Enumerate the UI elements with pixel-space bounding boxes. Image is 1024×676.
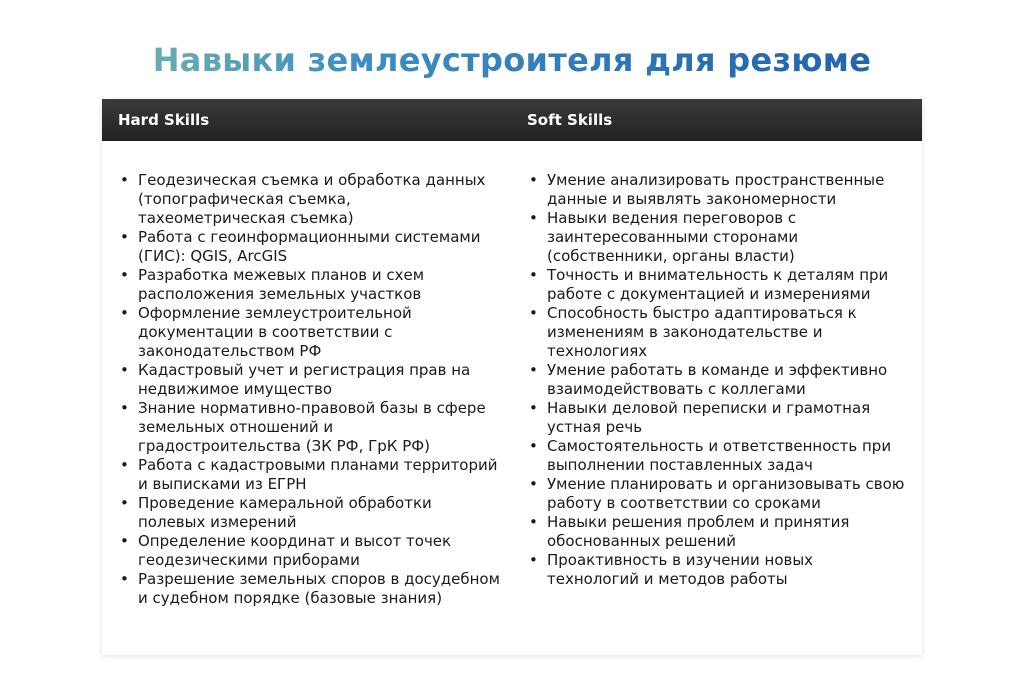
soft-skill-item: [529, 266, 909, 304]
bullet-icon: •: [120, 494, 129, 512]
bullet-icon: •: [120, 304, 129, 322]
hard-skill-item: [120, 570, 500, 608]
soft-skill-item: [529, 513, 909, 551]
hard-skill-item: [120, 494, 500, 532]
soft-skill-item-text: Самостоятельность и ответственность при выполнении поставленных задач: [547, 437, 892, 474]
soft-skill-item: [529, 437, 909, 475]
hard-skill-item-text: Геодезическая съемка и обработка данных (топографическая съемка, тахеометрическая съемка): [138, 171, 486, 227]
soft-skill-item-text: Навыки деловой переписки и грамотная устная речь: [547, 399, 871, 436]
hard-skill-item: [120, 532, 500, 570]
hard-skill-item: [120, 304, 500, 361]
hard-skill-item: [120, 361, 500, 399]
bullet-icon: •: [529, 266, 538, 284]
soft-skill-item-text: Навыки ведения переговоров с заинтересованными сторонами (собственники, органы власти): [547, 209, 799, 265]
hard-skill-item-text: Оформление землеустроительной документации в соответствии с законодательством РФ: [138, 304, 412, 360]
bullet-icon: •: [120, 399, 129, 417]
hard-skill-item-text: Разработка межевых планов и схем расположения земельных участков: [138, 266, 425, 303]
bullet-icon: •: [529, 551, 538, 569]
bullet-icon: •: [120, 228, 129, 246]
soft-skill-item: [529, 399, 909, 437]
hard-skill-item-text: Определение координат и высот точек геодезическими приборами: [138, 532, 452, 569]
soft-skill-item-text: Умение анализировать пространственные данные и выявлять закономерности: [547, 171, 885, 208]
soft-skill-item: [529, 304, 909, 361]
bullet-icon: •: [120, 456, 129, 474]
header-hard-skills: Hard Skills: [118, 111, 210, 129]
soft-skill-item: [529, 209, 909, 266]
bullet-icon: •: [529, 171, 538, 189]
soft-skills-list: [529, 171, 909, 589]
table-header: [102, 99, 922, 141]
bullet-icon: •: [120, 171, 129, 189]
soft-skill-item: [529, 171, 909, 209]
soft-skill-item-text: Проактивность в изучении новых технологий и методов работы: [547, 551, 814, 588]
bullet-icon: •: [529, 475, 538, 493]
soft-skill-item-text: Способность быстро адаптироваться к изменениям в законодательстве и технологиях: [547, 304, 857, 360]
bullet-icon: •: [529, 361, 538, 379]
header-soft-skills: Soft Skills: [527, 111, 613, 129]
hard-skill-item-text: Проведение камеральной обработки полевых измерений: [138, 494, 432, 531]
bullet-icon: •: [120, 266, 129, 284]
hard-skills-column: [120, 171, 500, 608]
soft-skill-item-text: Умение работать в команде и эффективно взаимодействовать с коллегами: [547, 361, 888, 398]
bullet-icon: •: [529, 513, 538, 531]
bullet-icon: •: [529, 437, 538, 455]
soft-skills-column: [529, 171, 909, 589]
bullet-icon: •: [120, 570, 129, 588]
bullet-icon: •: [529, 304, 538, 322]
soft-skill-item-text: Точность и внимательность к деталям при работе с документацией и измерениями: [547, 266, 889, 303]
soft-skill-item: [529, 551, 909, 589]
hard-skills-list: [120, 171, 500, 608]
hard-skill-item-text: Разрешение земельных споров в досудебном и судебном порядке (базовые знания): [138, 570, 500, 607]
soft-skill-item: [529, 475, 909, 513]
skills-table: [102, 99, 922, 655]
bullet-icon: •: [529, 209, 538, 227]
hard-skill-item: [120, 266, 500, 304]
hard-skill-item-text: Знание нормативно-правовой базы в сфере земельных отношений и градостроительства (ЗК РФ, ГрК РФ): [138, 399, 486, 455]
soft-skill-item-text: Умение планировать и организовывать свою работу в соответствии со сроками: [547, 475, 905, 512]
page-title: Навыки землеустроителя для резюме: [0, 40, 1024, 80]
bullet-icon: •: [120, 361, 129, 379]
hard-skill-item: [120, 228, 500, 266]
hard-skill-item-text: Работа с геоинформационными системами (ГИС): QGIS, ArcGIS: [138, 228, 481, 265]
soft-skill-item-text: Навыки решения проблем и принятия обоснованных решений: [547, 513, 850, 550]
hard-skill-item: [120, 399, 500, 456]
hard-skill-item-text: Кадастровый учет и регистрация прав на недвижимое имущество: [138, 361, 471, 398]
hard-skill-item: [120, 171, 500, 228]
hard-skill-item-text: Работа с кадастровыми планами территорий и выписками из ЕГРН: [138, 456, 498, 493]
bullet-icon: •: [529, 399, 538, 417]
hard-skill-item: [120, 456, 500, 494]
bullet-icon: •: [120, 532, 129, 550]
soft-skill-item: [529, 361, 909, 399]
